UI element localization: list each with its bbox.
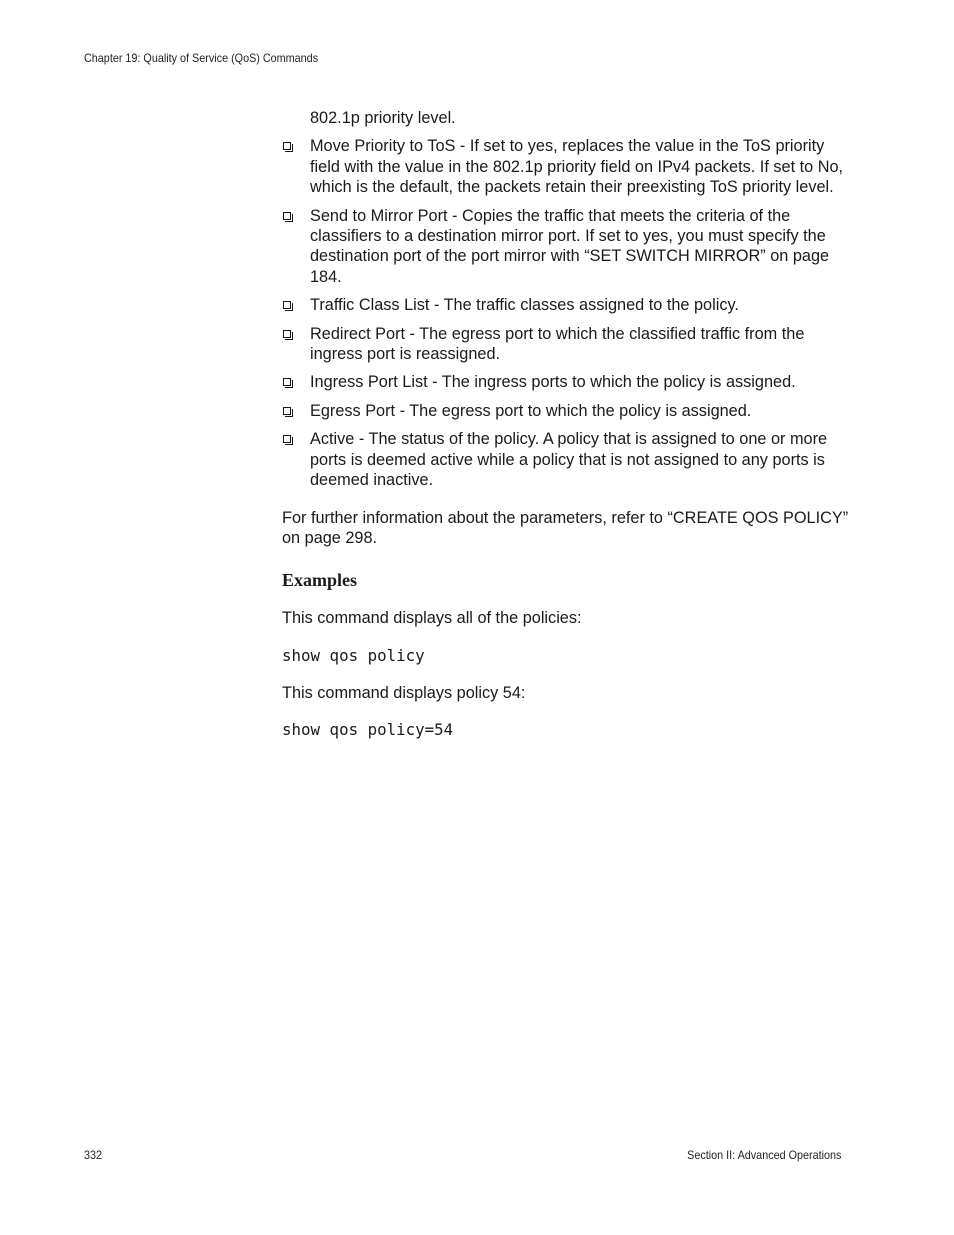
section-title: Section II: Advanced Operations [686, 1148, 841, 1162]
list-item-text: Ingress Port List - The ingress ports to which the policy is assigned. [310, 373, 796, 392]
list-item-text: Move Priority to ToS - If set to yes, replaces the value in the ToS priority field with the value in the 802.1p priority field on IPv4 packets. If set to No, which is the default, the packets retain their preexisting ToS priority level. [310, 137, 844, 197]
checkbox-bullet-icon [283, 435, 291, 443]
list-item [282, 401, 852, 421]
list-item-text: Egress Port - The egress port to which the policy is assigned. [310, 401, 752, 420]
checkbox-bullet-icon [283, 301, 291, 309]
checkbox-bullet-icon [283, 378, 291, 386]
code-example: show qos policy=54 [282, 720, 454, 740]
code-example: show qos policy [282, 645, 425, 665]
example-description: This command displays all of the policies: [282, 609, 582, 628]
list-item-text: Active - The status of the policy. A policy that is assigned to one or more ports is deemed active while a policy that is not assigned to any ports is deemed inactive. [310, 430, 828, 490]
list-item [282, 206, 852, 288]
list-item [282, 295, 852, 315]
list-item [282, 324, 852, 365]
list-item [282, 136, 852, 197]
continued-text: 802.1p priority level. [310, 109, 456, 127]
running-header: Chapter 19: Quality of Service (QoS) Commands [84, 51, 319, 65]
list-item [282, 372, 852, 392]
example-description: This command displays policy 54: [282, 683, 526, 702]
page-content [282, 108, 852, 740]
list-item-text: Send to Mirror Port - Copies the traffic that meets the criteria of the classifiers to a destination mirror port. If set to yes, you must specify the destination port of the port mirror with “SET SWITCH MIRROR” on page 184. [310, 206, 830, 286]
parameter-list [282, 136, 852, 490]
list-item [282, 429, 852, 490]
examples-heading: Examples [282, 570, 358, 591]
further-information: For further information about the parameters, refer to “CREATE QOS POLICY” on page 298. [282, 508, 849, 547]
checkbox-bullet-icon [283, 330, 291, 338]
checkbox-bullet-icon [283, 212, 291, 220]
list-item-text: Traffic Class List - The traffic classes assigned to the policy. [310, 296, 739, 315]
page-number: 332 [84, 1148, 103, 1162]
checkbox-bullet-icon [283, 407, 291, 415]
list-item-text: Redirect Port - The egress port to which the classified traffic from the ingress port is reassigned. [310, 324, 805, 364]
checkbox-bullet-icon [283, 142, 291, 150]
